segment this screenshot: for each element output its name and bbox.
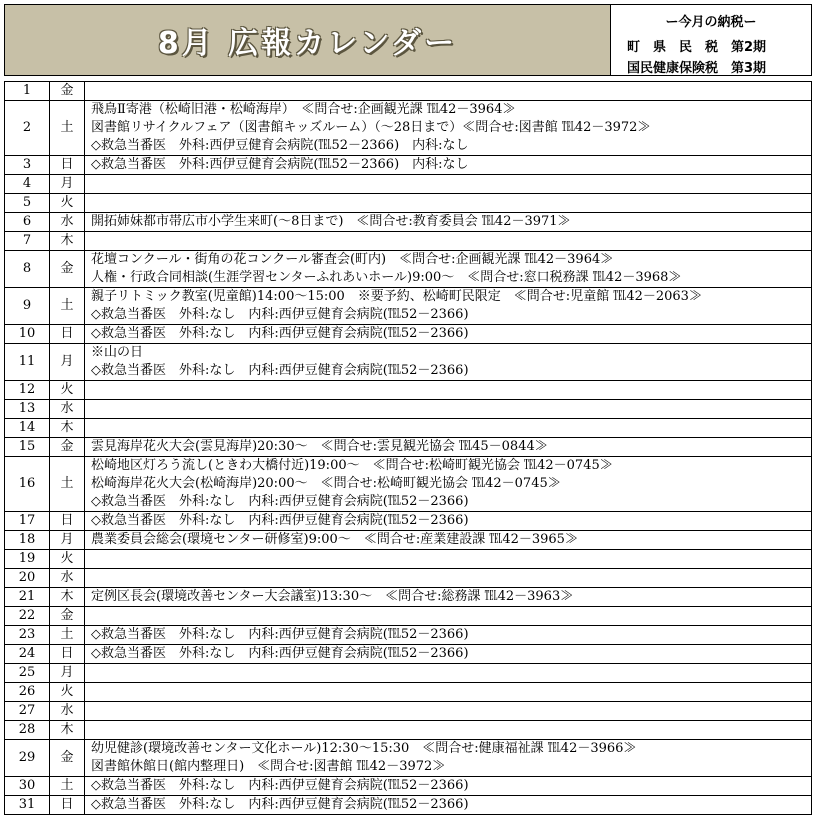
empty-line <box>91 664 811 682</box>
event-cell <box>85 82 812 101</box>
calendar-row <box>5 288 812 325</box>
event-cell <box>85 550 812 569</box>
calendar-row <box>5 588 812 607</box>
weekday: 月 <box>50 664 85 683</box>
event-line: 親子リトミック教室(児童館)14:00～15:00 ※要予約、松崎町民限定 ≪問合せ:児童館 ℡42－2063≫ <box>91 289 702 304</box>
weekday: 火 <box>50 683 85 702</box>
day-number: 5 <box>5 194 50 213</box>
weekday: 月 <box>50 175 85 194</box>
event-line: ◇救急当番医 外科:なし 内科:西伊豆健育会病院(℡52－2366) <box>91 778 469 793</box>
day-number: 8 <box>5 251 50 288</box>
event-cell <box>85 740 812 777</box>
event-cell <box>85 400 812 419</box>
weekday: 木 <box>50 721 85 740</box>
day-number: 15 <box>5 438 50 457</box>
event-cell <box>85 607 812 626</box>
calendar-row <box>5 683 812 702</box>
empty-line <box>91 721 811 739</box>
event-line: ◇救急当番医 外科:なし 内科:西伊豆健育会病院(℡52－2366) <box>91 797 469 812</box>
weekday: 火 <box>50 381 85 400</box>
event-line: ◇救急当番医 外科:なし 内科:西伊豆健育会病院(℡52－2366) <box>91 646 469 661</box>
calendar-row <box>5 702 812 721</box>
calendar-row <box>5 664 812 683</box>
calendar-row <box>5 626 812 645</box>
event-line: 雲見海岸花火大会(雲見海岸)20:30～ ≪問合せ:雲見観光協会 ℡45－0844≫ <box>91 439 548 454</box>
empty-line <box>91 400 811 418</box>
event-cell <box>85 325 812 344</box>
event-cell <box>85 232 812 251</box>
weekday: 木 <box>50 588 85 607</box>
tax-item-period: 第2期 <box>731 40 767 55</box>
event-line: 幼児健診(環境改善センター文化ホール)12:30～15:30 ≪問合せ:健康福祉課 ℡42－3966≫ <box>91 741 637 756</box>
empty-line <box>91 381 811 399</box>
event-line: 図書館リサイクルフェア（図書館キッズルーム）（～28日まで）≪問合せ:図書館 ℡42－3972≫ <box>91 120 651 135</box>
event-line: 開拓姉妹都市帯広市小学生来町(～8日まで) ≪問合せ:教育委員会 ℡42－3971≫ <box>91 214 571 229</box>
event-cell <box>85 344 812 381</box>
day-number: 21 <box>5 588 50 607</box>
weekday: 金 <box>50 607 85 626</box>
empty-line <box>91 419 811 437</box>
tax-info-box <box>611 5 811 75</box>
event-cell <box>85 721 812 740</box>
day-number: 24 <box>5 645 50 664</box>
event-cell <box>85 777 812 796</box>
weekday: 水 <box>50 569 85 588</box>
event-cell <box>85 702 812 721</box>
weekday: 土 <box>50 457 85 512</box>
empty-line <box>91 194 811 212</box>
event-line: 農業委員会総会(環境センター研修室)9:00～ ≪問合せ:産業建設課 ℡42－3965≫ <box>91 532 578 547</box>
weekday: 土 <box>50 626 85 645</box>
weekday: 月 <box>50 344 85 381</box>
event-line: 花壇コンクール・街角の花コンクール審査会(町内) ≪問合せ:企画観光課 ℡42－3964≫ <box>91 252 614 267</box>
event-line: ◇救急当番医 外科:なし 内科:西伊豆健育会病院(℡52－2366) <box>91 494 469 509</box>
event-cell <box>85 512 812 531</box>
event-cell <box>85 101 812 156</box>
event-line: ※山の日 <box>91 345 144 360</box>
event-line: 飛鳥Ⅱ寄港（松崎旧港・松崎海岸） ≪問合せ:企画観光課 ℡42－3964≫ <box>91 102 516 117</box>
calendar-row <box>5 419 812 438</box>
event-cell <box>85 213 812 232</box>
day-number: 28 <box>5 721 50 740</box>
day-number: 7 <box>5 232 50 251</box>
event-line: ◇救急当番医 外科:なし 内科:西伊豆健育会病院(℡52－2366) <box>91 326 469 341</box>
weekday: 土 <box>50 101 85 156</box>
empty-line <box>91 175 811 193</box>
calendar-row <box>5 607 812 626</box>
day-number: 29 <box>5 740 50 777</box>
event-cell <box>85 251 812 288</box>
day-number: 13 <box>5 400 50 419</box>
calendar-body <box>5 82 812 815</box>
tax-item <box>627 57 803 76</box>
event-cell <box>85 381 812 400</box>
empty-line <box>91 607 811 625</box>
calendar-row <box>5 457 812 512</box>
event-cell <box>85 683 812 702</box>
day-number: 12 <box>5 381 50 400</box>
event-cell <box>85 156 812 175</box>
weekday: 水 <box>50 213 85 232</box>
event-cell <box>85 438 812 457</box>
calendar-row <box>5 796 812 815</box>
calendar-row <box>5 344 812 381</box>
weekday: 月 <box>50 531 85 550</box>
calendar-row <box>5 740 812 777</box>
weekday: 日 <box>50 156 85 175</box>
calendar-row <box>5 251 812 288</box>
day-number: 18 <box>5 531 50 550</box>
empty-line <box>91 82 811 100</box>
event-cell <box>85 457 812 512</box>
day-number: 22 <box>5 607 50 626</box>
calendar-row <box>5 325 812 344</box>
calendar-row <box>5 569 812 588</box>
tax-item <box>627 36 803 55</box>
day-number: 3 <box>5 156 50 175</box>
weekday: 金 <box>50 740 85 777</box>
event-cell <box>85 569 812 588</box>
empty-line <box>91 569 811 587</box>
weekday: 土 <box>50 288 85 325</box>
event-line: ◇救急当番医 外科:西伊豆健育会病院(℡52－2366) 内科:なし <box>91 157 469 172</box>
weekday: 日 <box>50 645 85 664</box>
calendar-row <box>5 512 812 531</box>
event-line: 松崎海岸花火大会(松崎海岸)20:00～ ≪問合せ:松崎町観光協会 ℡42－0745≫ <box>91 476 561 491</box>
day-number: 30 <box>5 777 50 796</box>
calendar-row <box>5 381 812 400</box>
event-cell <box>85 796 812 815</box>
event-line: ◇救急当番医 外科:なし 内科:西伊豆健育会病院(℡52－2366) <box>91 513 469 528</box>
day-number: 26 <box>5 683 50 702</box>
weekday: 火 <box>50 194 85 213</box>
calendar-row <box>5 400 812 419</box>
weekday: 火 <box>50 550 85 569</box>
calendar-row <box>5 438 812 457</box>
day-number: 23 <box>5 626 50 645</box>
calendar-page <box>4 4 812 819</box>
event-cell <box>85 531 812 550</box>
empty-line <box>91 232 811 250</box>
event-line: ◇救急当番医 外科:なし 内科:西伊豆健育会病院(℡52－2366) <box>91 363 469 378</box>
tax-heading: ー今月の納税ー <box>665 15 757 30</box>
calendar-row <box>5 531 812 550</box>
event-line: 松崎地区灯ろう流し(ときわ大橋付近)19:00～ ≪問合せ:松崎町観光協会 ℡42－0745≫ <box>91 458 613 473</box>
weekday: 金 <box>50 82 85 101</box>
day-number: 17 <box>5 512 50 531</box>
day-number: 16 <box>5 457 50 512</box>
empty-line <box>91 683 811 701</box>
event-line: 定例区長会(環境改善センター大会議室)13:30～ ≪問合せ:総務課 ℡42－3963≫ <box>91 589 574 604</box>
event-cell <box>85 645 812 664</box>
empty-line <box>91 550 811 568</box>
weekday: 金 <box>50 438 85 457</box>
calendar-row <box>5 156 812 175</box>
weekday: 木 <box>50 232 85 251</box>
calendar-row <box>5 194 812 213</box>
weekday: 木 <box>50 419 85 438</box>
event-cell <box>85 419 812 438</box>
event-cell <box>85 288 812 325</box>
day-number: 6 <box>5 213 50 232</box>
weekday: 水 <box>50 702 85 721</box>
weekday: 金 <box>50 251 85 288</box>
event-cell <box>85 588 812 607</box>
day-number: 4 <box>5 175 50 194</box>
calendar-row <box>5 550 812 569</box>
calendar-row <box>5 777 812 796</box>
weekday: 日 <box>50 796 85 815</box>
weekday: 水 <box>50 400 85 419</box>
calendar-row <box>5 101 812 156</box>
calendar-table <box>4 81 812 815</box>
calendar-row <box>5 232 812 251</box>
weekday: 土 <box>50 777 85 796</box>
calendar-header <box>4 4 812 76</box>
tax-item-name: 国民健康保険税 <box>627 61 719 76</box>
day-number: 9 <box>5 288 50 325</box>
event-line: ◇救急当番医 外科:なし 内科:西伊豆健育会病院(℡52－2366) <box>91 307 469 322</box>
empty-line <box>91 702 811 720</box>
event-cell <box>85 664 812 683</box>
day-number: 20 <box>5 569 50 588</box>
day-number: 25 <box>5 664 50 683</box>
day-number: 1 <box>5 82 50 101</box>
day-number: 14 <box>5 419 50 438</box>
event-cell <box>85 626 812 645</box>
page-title: 8月 広報カレンダー <box>157 26 458 61</box>
day-number: 27 <box>5 702 50 721</box>
calendar-row <box>5 82 812 101</box>
calendar-row <box>5 721 812 740</box>
weekday: 日 <box>50 512 85 531</box>
event-line: 人権・行政合同相談(生涯学習センターふれあいホール)9:00～ ≪問合せ:窓口税務課 ℡42－3968≫ <box>91 270 682 285</box>
weekday: 日 <box>50 325 85 344</box>
tax-item-name: 町県民税 <box>627 40 732 55</box>
day-number: 19 <box>5 550 50 569</box>
calendar-row <box>5 645 812 664</box>
calendar-row <box>5 213 812 232</box>
event-line: ◇救急当番医 外科:西伊豆健育会病院(℡52－2366) 内科:なし <box>91 138 469 153</box>
event-line: 図書館休館日(館内整理日) ≪問合せ:図書館 ℡42－3972≫ <box>91 759 446 774</box>
title-banner <box>5 5 611 75</box>
day-number: 11 <box>5 344 50 381</box>
event-line: ◇救急当番医 外科:なし 内科:西伊豆健育会病院(℡52－2366) <box>91 627 469 642</box>
event-cell <box>85 175 812 194</box>
calendar-row <box>5 175 812 194</box>
day-number: 2 <box>5 101 50 156</box>
day-number: 10 <box>5 325 50 344</box>
event-cell <box>85 194 812 213</box>
tax-item-period: 第3期 <box>731 61 767 76</box>
day-number: 31 <box>5 796 50 815</box>
